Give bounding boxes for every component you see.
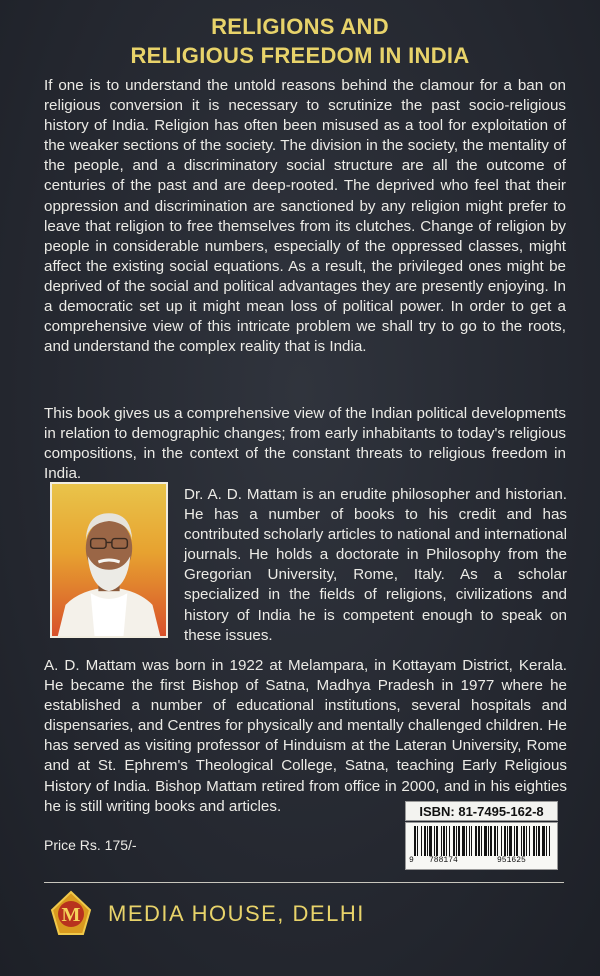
title-line-1: RELIGIONS AND: [211, 14, 389, 39]
title-line-2: RELIGIOUS FREEDOM IN INDIA: [130, 43, 470, 68]
barcode-bar: [488, 826, 489, 856]
isbn-label: ISBN: 81-7495-162-8: [405, 801, 558, 821]
barcode-bar: [516, 826, 518, 856]
barcode-bar: [481, 826, 482, 856]
barcode-bar: [453, 826, 455, 856]
barcode-bar: [538, 826, 540, 856]
barcode-bar: [427, 826, 428, 856]
barcode-bar: [434, 826, 435, 856]
book-title: [0, 12, 600, 70]
barcode-bar: [456, 826, 457, 856]
barcode-bar: [475, 826, 477, 856]
barcode-bar: [494, 826, 496, 856]
publisher-name: MEDIA HOUSE, DELHI: [108, 901, 365, 926]
barcode-bar: [443, 826, 445, 856]
barcode-digits-mid: 788174: [429, 856, 458, 865]
barcode-bar: [549, 826, 550, 856]
barcode-digit-left: 9: [409, 856, 414, 865]
barcode-bar: [458, 826, 460, 856]
barcode-bar: [514, 826, 515, 856]
barcode-bar: [546, 826, 547, 856]
barcode-bar: [523, 826, 525, 856]
barcode-bar: [526, 826, 527, 856]
barcode-bar: [469, 826, 470, 856]
barcode-bar: [417, 826, 418, 856]
barcode-bar: [441, 826, 442, 856]
barcode-bar: [446, 826, 447, 856]
barcode-bar: [414, 826, 416, 856]
barcode-bar: [421, 826, 422, 856]
barcode-bar: [478, 826, 480, 856]
divider: [44, 882, 564, 883]
logo-letter: M: [61, 904, 81, 926]
barcode-bar: [462, 826, 465, 856]
barcode-bar: [509, 826, 512, 856]
barcode-bar: [529, 826, 530, 856]
barcode-bar: [533, 826, 535, 856]
barcode-bar: [497, 826, 498, 856]
barcode-bar: [436, 826, 438, 856]
author-bio-2: A. D. Mattam was born in 1922 at Melampara, in Kottayam District, Kerala. He became the first Bishop of Satna, Madhya Pradesh in 1977 where he established a number of educational institutions, several hospitals and dispensaries, and Centres for physically and mentally challenged children. He has served as visiting professor of Hinduism at the Lateran University, Rome and at St. Ephrem's Theological College, Satna, teaching Early Religious History of India. Bishop Mattam retired from office in 2000, and in his eighties he is still writing books and articles.: [44, 657, 567, 815]
barcode: [405, 822, 558, 870]
blurb-paragraph-1: If one is to understand the untold reasons behind the clamour for a ban on religious conversion it is necessary to scrutinize the past socio-religious history of India. Religion has often been misused as a tool for exploitation of the weaker sections of the society. The division in the society, the mentality of the people, and a discriminatory social structure are all the outcome of centuries of the past and are deep-rooted. The deprived who feel that their oppression and discrimination are sanctioned by any religion might prefer to leave that religion to free themselves from its clutches. Change of religion by people in considerable numbers, especially of the oppressed classes, might affect the existing social equations. As a result, the privileged ones might be deprived of the social and political advantages they are presently enjoying. In a democratic set up it might mean loss of political power. In order to get a comprehensive view of this intricate problem we shall try to go to the roots, and understand the complex reality that is India.: [44, 77, 566, 356]
barcode-bar: [507, 826, 508, 856]
blurb-paragraph-2: This book gives us a comprehensive view of the Indian political developments in relation to demographic changes; from early inhabitants to today's religious compositions, in the context of the constant threats to religious freedom in India.: [44, 405, 566, 483]
barcode-bar: [504, 826, 506, 856]
barcode-bar: [536, 826, 537, 856]
barcode-bar: [490, 826, 492, 856]
barcode-bar: [466, 826, 467, 856]
barcode-bar: [424, 826, 426, 856]
barcode-bar: [429, 826, 432, 856]
barcode-bar: [449, 826, 450, 856]
barcode-bar: [471, 826, 472, 856]
barcode-bar: [521, 826, 522, 856]
author-bio-1: Dr. A. D. Mattam is an erudite philosopher and historian. He has a number of books to his credit and has contributed scholarly articles to national and international journals. He holds a doctorate in Philosophy from the Gregorian University, Rome, Italy. As a scholar specialized in the fields of religions, civilizations and history of India he is competent enough to speak on these issues.: [184, 486, 567, 644]
publisher-logo: [50, 890, 92, 936]
barcode-digits-right: 951625: [497, 856, 526, 865]
barcode-bar: [542, 826, 545, 856]
price: Price Rs. 175/-: [44, 837, 137, 853]
author-photo: [50, 482, 168, 638]
barcode-bar: [484, 826, 487, 856]
barcode-bar: [501, 826, 502, 856]
